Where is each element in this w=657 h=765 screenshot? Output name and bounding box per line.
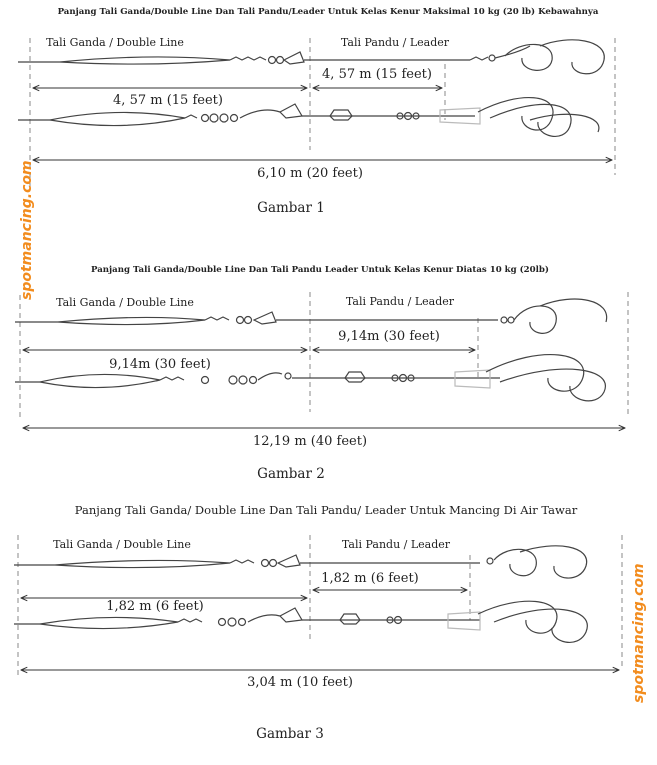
figure-3 [14, 503, 622, 742]
double-line-length: 4, 57 m (15 feet) [113, 93, 223, 108]
figure-2 [15, 264, 628, 482]
watermark-left: spotmancing.com [19, 160, 35, 300]
figure-1 [18, 6, 615, 216]
leader-label: Tali Pandu / Leader [340, 36, 450, 49]
figure-caption: Gambar 1 [257, 200, 325, 216]
figure-title: Panjang Tali Ganda/Double Line Dan Tali Pandu Leader Untuk Kelas Kenur Diatas 10 kg (20lb) [91, 265, 549, 275]
leader-label: Tali Pandu / Leader [341, 538, 451, 551]
double-line-label: Tali Ganda / Double Line [56, 296, 194, 309]
watermark-right: spotmancing.com [631, 563, 647, 703]
double-line-length: 1,82 m (6 feet) [106, 599, 204, 614]
leader-length: 1,82 m (6 feet) [321, 571, 419, 586]
total-length: 12,19 m (40 feet) [252, 434, 368, 449]
total-length: 3,04 m (10 feet) [247, 675, 353, 690]
figure-title: Panjang Tali Ganda/ Double Line Dan Tali Pandu/ Leader Untuk Mancing Di Air Tawar [74, 503, 578, 517]
double-line-label: Tali Ganda / Double Line [46, 36, 184, 49]
double-line-length: 9,14m (30 feet) [109, 357, 211, 372]
total-length: 6,10 m (20 feet) [257, 166, 363, 181]
figure-caption: Gambar 2 [257, 466, 325, 482]
leader-label: Tali Pandu / Leader [345, 295, 455, 308]
figure-title: Panjang Tali Ganda/Double Line Dan Tali Pandu/Leader Untuk Kelas Kenur Maksimal 10 kg (20 lb) Kebawahnya [57, 7, 599, 17]
figure-caption: Gambar 3 [256, 726, 324, 742]
rig-bottom [14, 601, 587, 642]
leader-length: 4, 57 m (15 feet) [322, 67, 432, 82]
leader-length: 9,14m (30 feet) [338, 329, 440, 344]
double-line-label: Tali Ganda / Double Line [53, 538, 191, 551]
rig-bottom [18, 98, 599, 137]
